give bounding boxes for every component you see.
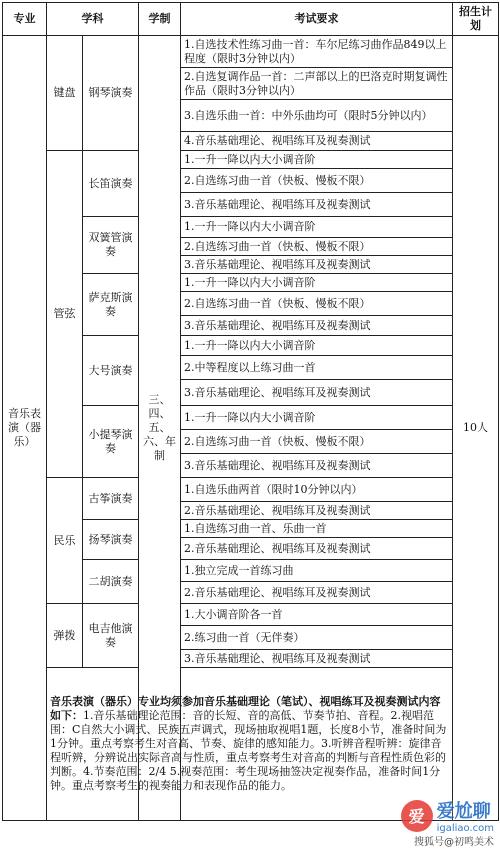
group-plucked: 弹拨 — [47, 604, 83, 668]
header-duration: 学制 — [139, 3, 181, 36]
requirement-item: 1.自选练习曲一首、乐曲一首 — [181, 520, 453, 538]
requirement-item: 1.一升一降以内大小调音阶 — [181, 217, 453, 238]
requirement-item: 1.自选技术性练习曲一首：车尔尼练习曲作品849以上程度（限时3分钟以内） — [181, 36, 453, 68]
watermark-brand: 爱尬聊 — [436, 801, 491, 822]
instrument-flute: 长笛演奏 — [83, 151, 139, 217]
instrument-piano: 钢琴演奏 — [83, 36, 139, 151]
header-quota: 招生计划 — [453, 3, 499, 36]
requirement-item: 1.独立完成一首练习曲 — [181, 560, 453, 582]
requirement-item: 3.自选乐曲一首：中外乐曲均可（限时5分钟以内） — [181, 100, 453, 132]
instrument-guzheng: 古筝演奏 — [83, 478, 139, 520]
requirement-item: 4.音乐基础理论、视唱练耳及视奏测试 — [181, 132, 453, 151]
exam-content-note — [47, 668, 453, 821]
requirement-item: 3.音乐基础理论、视唱练耳及视奏测试 — [181, 650, 453, 668]
instrument-oboe: 双簧管演奏 — [83, 217, 139, 274]
note-body: 1.音乐基础理论范围：音的长短、音的高低、节奏节拍、音程。2.视唱范围：C自然大小调式、民族五声调式，现场抽取视唱1题，长度8小节，准备时间为1分钟。重点考察考生对音高、节奏、旋律的感知能力。3.听辨音程听辨：旋律音程听辨，分辨说出实际音高与性质，重点考察考生对音高的判断与音程性质色彩的判断。4.节奏范围：2/4 5.视奏范围：考生现场抽签决定视奏作品，准备时间1分钟。重点考察考生的视奏能力和表现作品的能力。 — [50, 709, 447, 792]
requirement-item: 2.自选练习曲一首（快板、慢板不限） — [181, 238, 453, 256]
requirement-item: 1.一升一降以内大小调音阶 — [181, 274, 453, 292]
requirement-item: 3.音乐基础理论、视唱练耳及视奏测试 — [181, 316, 453, 336]
quota-cell: 10人 — [453, 36, 499, 821]
instrument-eguitar: 电吉他演奏 — [83, 604, 139, 668]
major-cell: 音乐表演（器乐） — [3, 36, 47, 821]
requirement-item: 3.音乐基础理论、视唱练耳及视奏测试 — [181, 193, 453, 217]
instrument-erhu: 二胡演奏 — [83, 560, 139, 604]
instrument-yangqin: 扬琴演奏 — [83, 520, 139, 560]
watermark — [401, 797, 494, 834]
instrument-tuba: 大号演奏 — [83, 336, 139, 406]
requirement-item: 2.音乐基础理论、视唱练耳及视奏测试 — [181, 582, 453, 604]
requirement-item: 2.音乐基础理论、视唱练耳及视奏测试 — [181, 502, 453, 520]
watermark-logo-icon: 爱 — [401, 800, 433, 832]
group-winds: 管弦 — [47, 151, 83, 478]
note-heading: 音乐表演（器乐）专业均须参加音乐基础理论（笔试）、视唱练耳及视奏测试内容如下： — [50, 695, 441, 722]
header-requirements: 考试要求 — [181, 3, 453, 36]
requirement-item: 1.自选乐曲两首（限时10分钟以内） — [181, 478, 453, 502]
requirement-item: 2.中等程度以上练习曲一首 — [181, 356, 453, 380]
requirement-item: 1.大小调音阶各一首 — [181, 604, 453, 626]
instrument-violin: 小提琴演奏 — [83, 406, 139, 478]
requirement-item: 2.自选复调作品一首：二声部以上的巴洛克时期复调性作品（限时3分钟以内） — [181, 68, 453, 100]
instrument-sax: 萨克斯演奏 — [83, 274, 139, 336]
requirement-item: 2.自选练习曲一首（快板、慢板不限） — [181, 169, 453, 193]
requirement-item: 2.音乐基础理论、视唱练耳及视奏测试 — [181, 538, 453, 560]
exam-requirements-table — [2, 2, 499, 821]
requirement-item: 1.一升一降以内大小调音阶 — [181, 151, 453, 169]
requirement-item: 3.音乐基础理论、视唱练耳及视奏测试 — [181, 454, 453, 478]
requirement-item: 3.音乐基础理论、视唱练耳及视奏测试 — [181, 256, 453, 274]
requirement-item: 2.自选练习曲一首（快板、慢板不限） — [181, 292, 453, 316]
header-major: 专业 — [3, 3, 47, 36]
requirement-item: 1.一升一降以内大小调音阶 — [181, 406, 453, 430]
sohu-attribution: 搜狐号@初鸣美术 — [414, 837, 494, 848]
requirement-item: 3.音乐基础理论、视唱练耳及视奏测试 — [181, 380, 453, 406]
watermark-site: igaliao.com — [436, 823, 494, 834]
header-row — [3, 3, 499, 36]
requirement-item: 1.一升一降以内大小调音阶 — [181, 336, 453, 356]
requirement-item: 2.练习曲一首（无伴奏） — [181, 626, 453, 650]
group-folk: 民乐 — [47, 478, 83, 604]
group-keyboard: 键盘 — [47, 36, 83, 151]
duration-cell: 三、四、五、六、年制 — [139, 36, 181, 821]
header-subject: 学科 — [47, 3, 139, 36]
requirement-item: 2.自选练习曲一首（快板、慢板不限） — [181, 430, 453, 454]
